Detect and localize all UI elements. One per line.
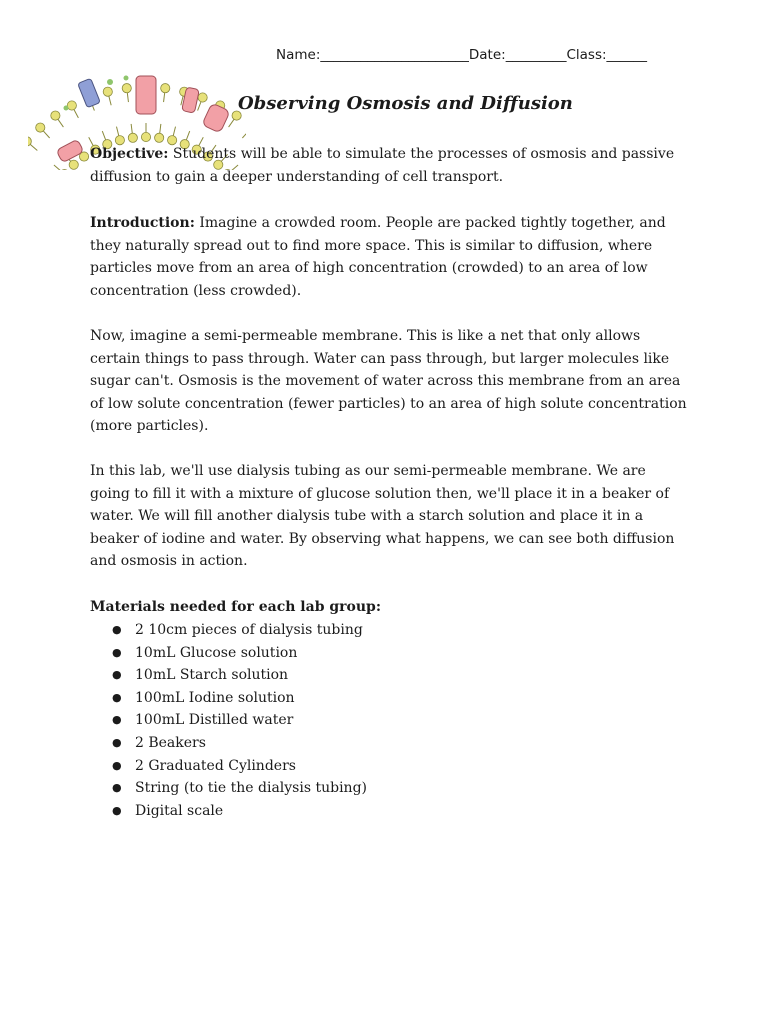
list-item: ● 2 10cm pieces of dialysis tubing xyxy=(90,619,367,642)
blue-protein-icon xyxy=(78,78,101,107)
glycan-icon xyxy=(64,106,69,111)
list-item: ● Digital scale xyxy=(90,800,367,823)
objective-text: Students will be able to simulate the processes of osmosis and passive diffusion to gain a deeper understanding of cell transport. xyxy=(90,146,675,185)
list-item: ● 10mL Starch solution xyxy=(90,664,367,687)
bullet-icon: ● xyxy=(112,781,122,795)
bullet-icon: ● xyxy=(112,668,122,682)
student-info-line xyxy=(276,47,647,63)
pink-protein-icon xyxy=(56,139,84,163)
phospholipid-head xyxy=(198,93,207,102)
list-item: ● 100mL Iodine solution xyxy=(90,687,367,710)
list-item: ● 10mL Glucose solution xyxy=(90,642,367,665)
phospholipid-head xyxy=(51,111,60,120)
pink-channel-protein-icon xyxy=(136,76,156,114)
bullet-icon: ● xyxy=(112,735,122,749)
materials-heading: Materials needed for each lab group: xyxy=(90,599,381,615)
objective-label: Objective: xyxy=(90,146,169,162)
membrane-paragraph: Now, imagine a semi-permeable membrane. This is like a net that only allows certain things to pass through. Water can pass through, but larger molecules like sugar can't. Osmosis is the movement of water across this membrane from an area of low solute concentration (fewer particles) to an area of high solute concentration (more particles). xyxy=(90,328,687,435)
introduction-paragraph xyxy=(90,212,690,302)
phospholipid-head xyxy=(103,87,112,96)
bullet-icon: ● xyxy=(112,713,122,727)
bullet-icon: ● xyxy=(112,623,122,636)
lab-paragraph: In this lab, we'll use dialysis tubing as our semi-permeable membrane. We are going to fill it with a mixture of glucose solution then, we'll place it in a beaker of water. We will fill another dialysis tube with a starch solution and place it in a beaker of iodine and water. By observing what happens, we can see both diffusion and osmosis in action. xyxy=(90,463,675,570)
list-item: ● 2 Graduated Cylinders xyxy=(90,755,367,778)
objective-paragraph xyxy=(90,143,690,188)
phospholipid-head xyxy=(122,84,131,93)
name-field: Name:______________________ xyxy=(276,47,469,63)
glycan-icon xyxy=(124,76,129,81)
bullet-icon: ● xyxy=(112,690,122,704)
list-item: ● 2 Beakers xyxy=(90,732,367,755)
introduction-text: Imagine a crowded room. People are packed tightly together, and they naturally spread out to find more space. This is similar to diffusion, where particles move from an area of high concentration (crowded) to an area of low concentration (less crowded). xyxy=(90,215,666,299)
materials-list xyxy=(90,619,367,822)
lipid-tail xyxy=(54,165,65,170)
phospholipid-head xyxy=(161,84,170,93)
glycan-icon xyxy=(107,79,113,85)
phospholipid-head xyxy=(36,123,45,132)
list-item: ● 100mL Distilled water xyxy=(90,709,367,732)
phospholipid-head xyxy=(67,101,76,110)
list-item: ● String (to tie the dialysis tubing) xyxy=(90,777,367,800)
pink-protein-icon xyxy=(202,103,230,133)
phospholipid-head xyxy=(155,133,164,142)
bullet-icon: ● xyxy=(112,803,122,817)
phospholipid-head xyxy=(128,133,137,142)
lipid-tail xyxy=(242,128,246,138)
class-field: Class:______ xyxy=(566,47,648,63)
worksheet-title: Observing Osmosis and Diffusion xyxy=(238,93,573,114)
bullet-icon: ● xyxy=(112,758,122,772)
phospholipid-head xyxy=(69,160,78,169)
introduction-label: Introduction: xyxy=(90,215,195,231)
bullet-icon: ● xyxy=(112,645,122,659)
date-field: Date:_________ xyxy=(468,47,567,63)
phospholipid-head xyxy=(141,132,150,141)
